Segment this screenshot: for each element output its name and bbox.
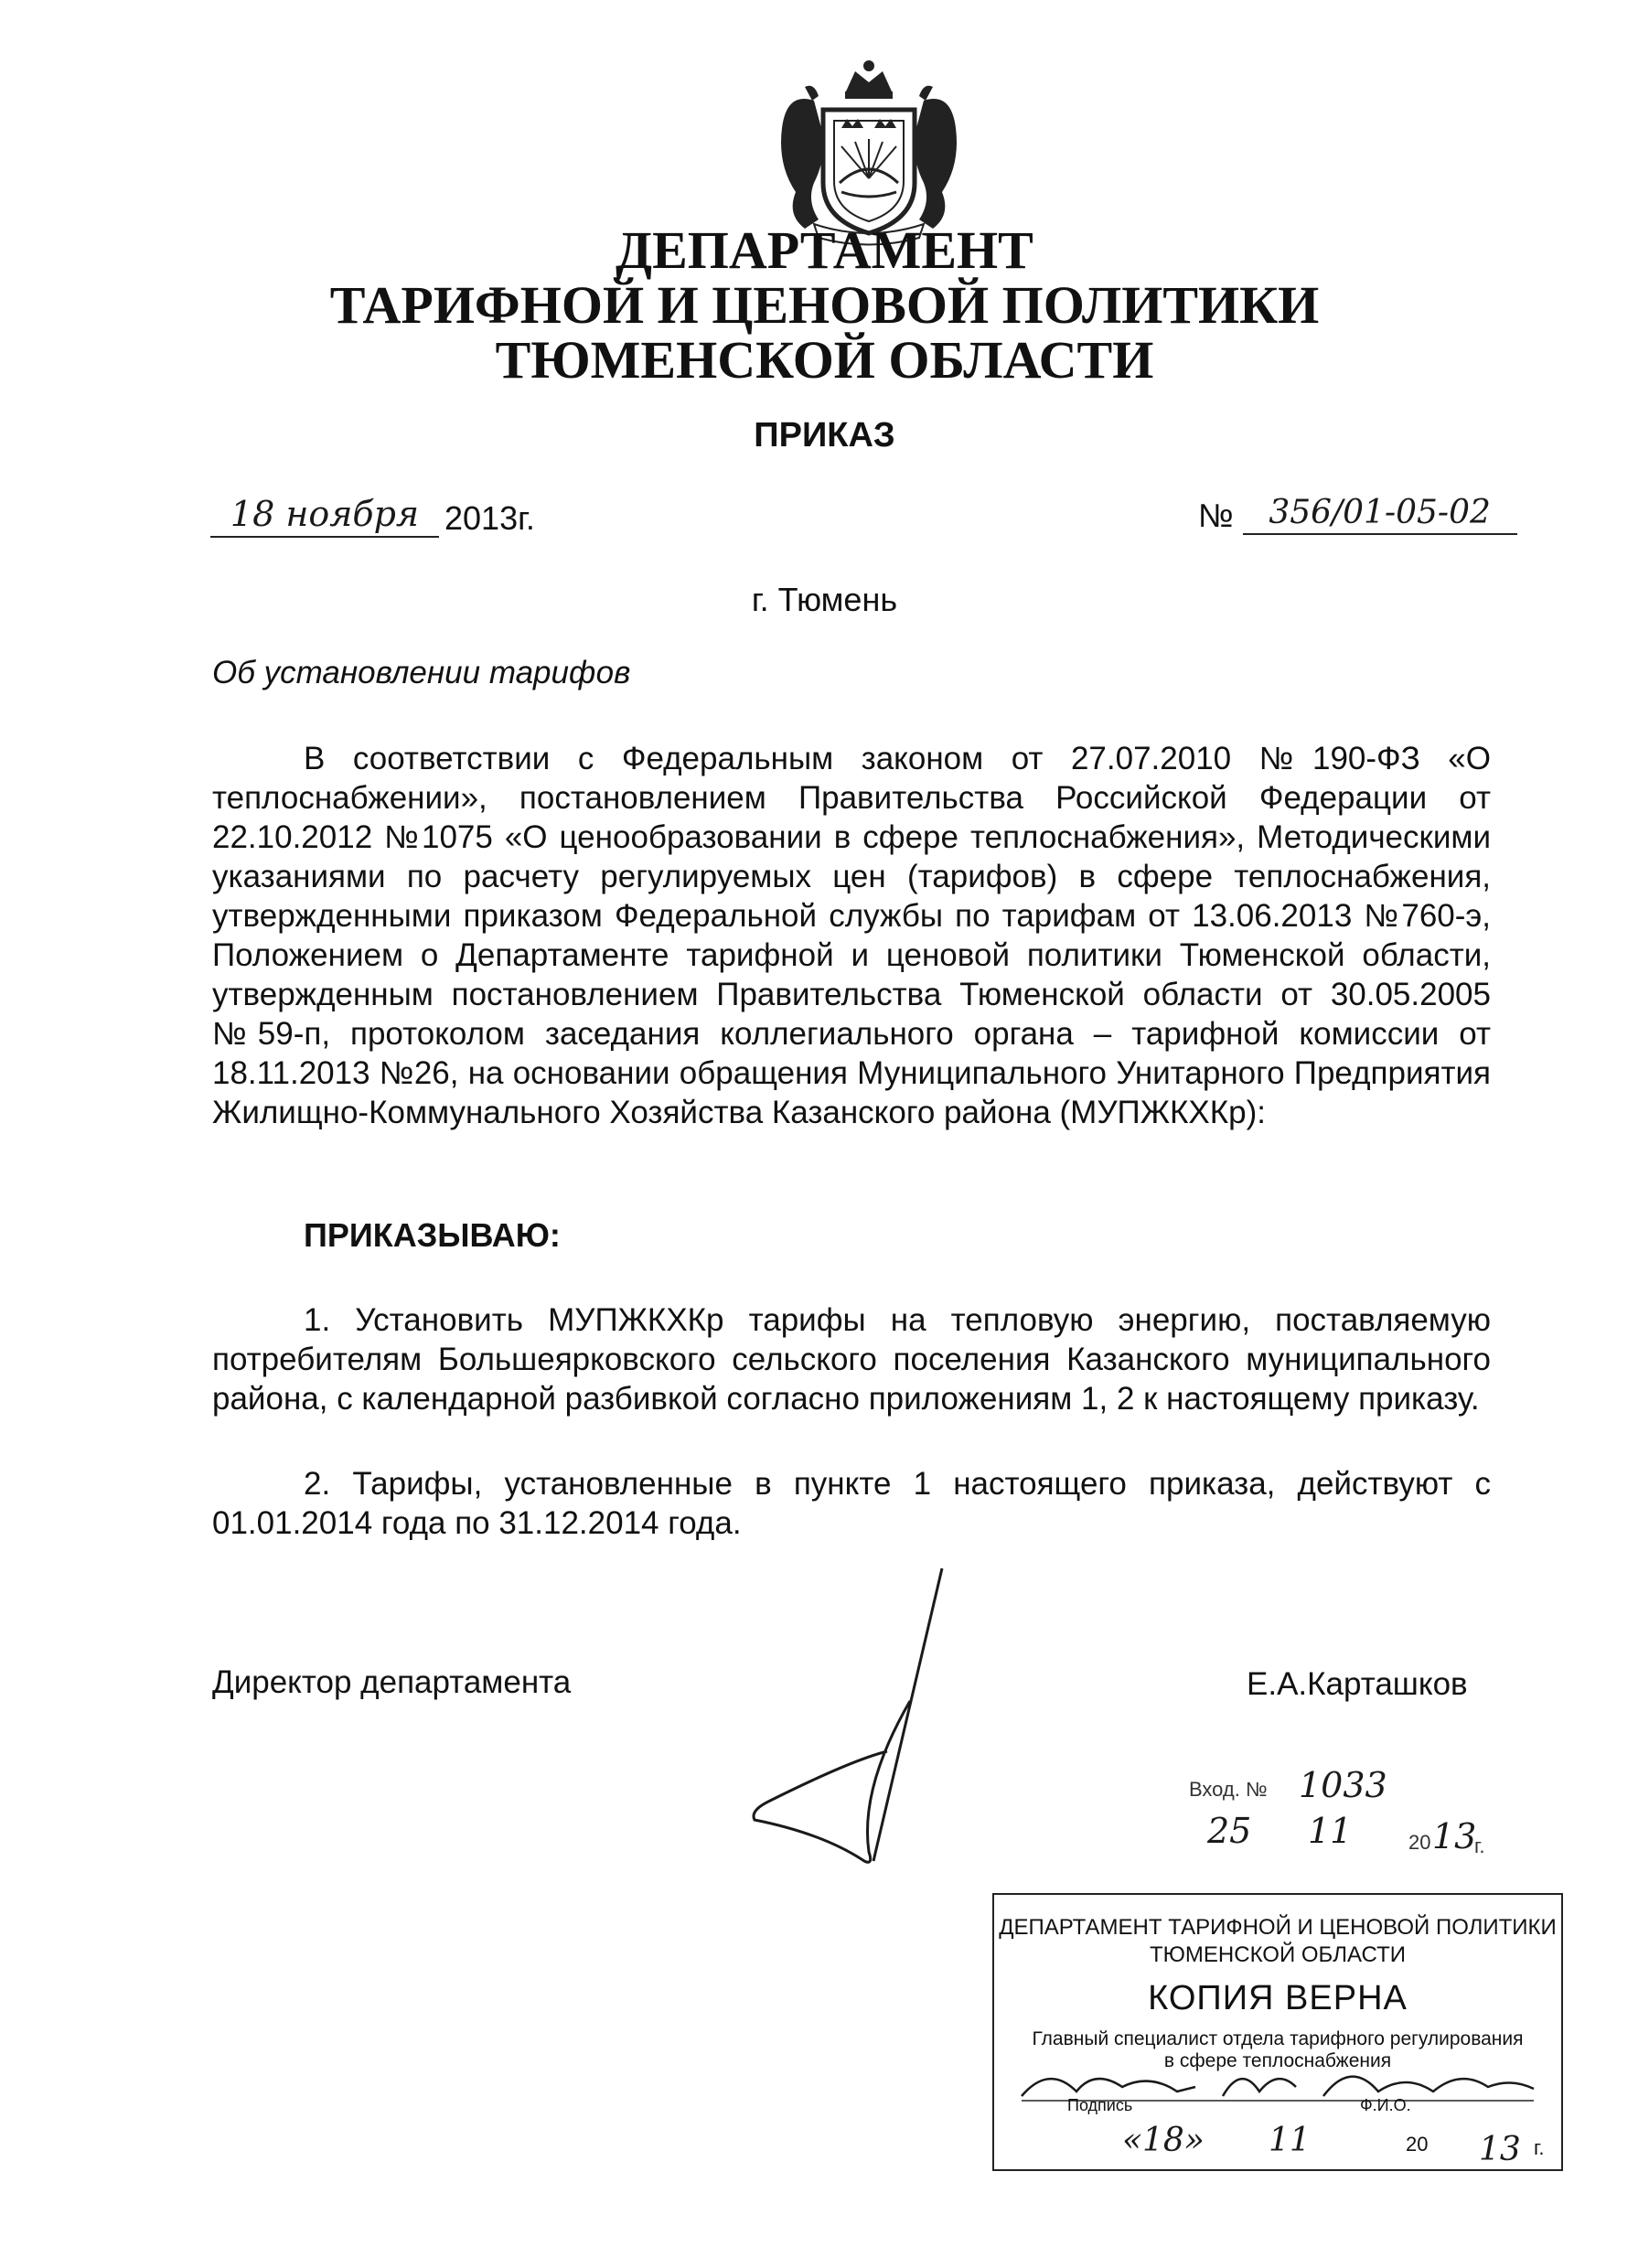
department-title-line-1: ДЕПАРТАМЕНТ: [616, 220, 1033, 280]
handwritten-number: 356/01-05-02: [1243, 494, 1517, 535]
handwritten-date: 18 ноября: [210, 494, 439, 538]
signer-role: Директор департамента: [212, 1664, 572, 1700]
order-date: [210, 494, 535, 538]
document-type-title: ПРИКАЗ: [754, 416, 895, 455]
date-year: 2013г.: [444, 499, 535, 537]
certified-copy-stamp: [992, 1893, 1563, 2171]
inbox-label: Вход. №: [1189, 1778, 1268, 1801]
copy-stamp-year-prefix: 20: [1406, 2133, 1429, 2156]
inbox-year-g: г.: [1474, 1835, 1485, 1857]
order-item-2: 2. Тарифы, установленные в пункте 1 настоящего приказа, действуют с 01.01.2014 года по 31.12.2014 года.: [212, 1466, 1491, 1541]
copy-stamp-year-g: г.: [1534, 2136, 1545, 2159]
copy-stamp-year-suffix: 13: [1479, 2131, 1521, 2168]
incoming-registration-stamp: [1180, 1765, 1527, 1875]
city-line: г. Тюмень: [751, 581, 898, 618]
copy-stamp-signature-label: Подпись: [1067, 2096, 1133, 2114]
inbox-year-suffix: 13: [1432, 1816, 1477, 1856]
inbox-month: 11: [1308, 1811, 1353, 1851]
copy-stamp-day: «18»: [1122, 2122, 1205, 2159]
copy-stamp-position-line-1: Главный специалист отдела тарифного регулирования: [1032, 2028, 1524, 2049]
copy-stamp-fio-label: Ф.И.О.: [1360, 2096, 1411, 2114]
coat-of-arms-icon: [750, 55, 988, 247]
copy-stamp-position-line-2: в сфере теплоснабжения: [1163, 2050, 1392, 2071]
inbox-year-prefix: 20: [1408, 1831, 1431, 1854]
copy-stamp-dept-line-2: ТЮМЕНСКОЙ ОБЛАСТИ: [1150, 1942, 1406, 1967]
inbox-number: 1033: [1299, 1765, 1387, 1805]
copy-stamp-title: КОПИЯ ВЕРНА: [1148, 1979, 1408, 2017]
department-title-line-2: ТАРИФНОЙ И ЦЕНОВОЙ ПОЛИТИКИ: [329, 275, 1320, 335]
order-subject: Об установлении тарифов: [212, 655, 631, 690]
order-number: [1198, 494, 1517, 535]
order-directive-heading: ПРИКАЗЫВАЮ:: [304, 1216, 561, 1254]
preamble-paragraph: В соответствии с Федеральным законом от 27.07.2010 №190-ФЗ «О теплоснабжении», постановлением Правительства Российской Федерации от 22.10.2012 №1075 «О ценообразовании в сфере теплоснабжения», Методическими указаниями по расчету регулируемых цен (тарифов) в сфере теплоснабжения, утвержденными приказом Федеральной службы по тарифам от 13.06.2013 №760-э, Положением о Департаменте тарифной и ценовой политики Тюменской области, утвержденным постановлением Правительства Тюменской области от 30.05.2005 №59-п, протоколом заседания коллегиального органа – тарифной комиссии от 18.11.2013 №26, на основании обращения Муниципального Унитарного Предприятия Жилищно-Коммунального Хозяйства Казанского района (МУПЖКХКр):: [212, 741, 1491, 1130]
department-title-line-3: ТЮМЕНСКОЙ ОБЛАСТИ: [495, 330, 1154, 390]
order-item-1: 1. Установить МУПЖКХКр тарифы на тепловую энергию, поставляемую потребителям Большеярковского сельского поселения Казанского муниципального района, с календарной разбивкой согласно приложениям 1, 2 к настоящему приказу.: [212, 1302, 1491, 1417]
inbox-day: 25: [1207, 1811, 1252, 1851]
copy-stamp-month: 11: [1269, 2122, 1311, 2159]
signer-name: Е.А.Карташков: [1247, 1666, 1468, 1702]
number-prefix: №: [1198, 497, 1234, 534]
copy-stamp-dept-line-1: ДЕПАРТАМЕНТ ТАРИФНОЙ И ЦЕНОВОЙ ПОЛИТИКИ: [999, 1915, 1557, 1940]
handwritten-signature: [713, 1559, 979, 1907]
